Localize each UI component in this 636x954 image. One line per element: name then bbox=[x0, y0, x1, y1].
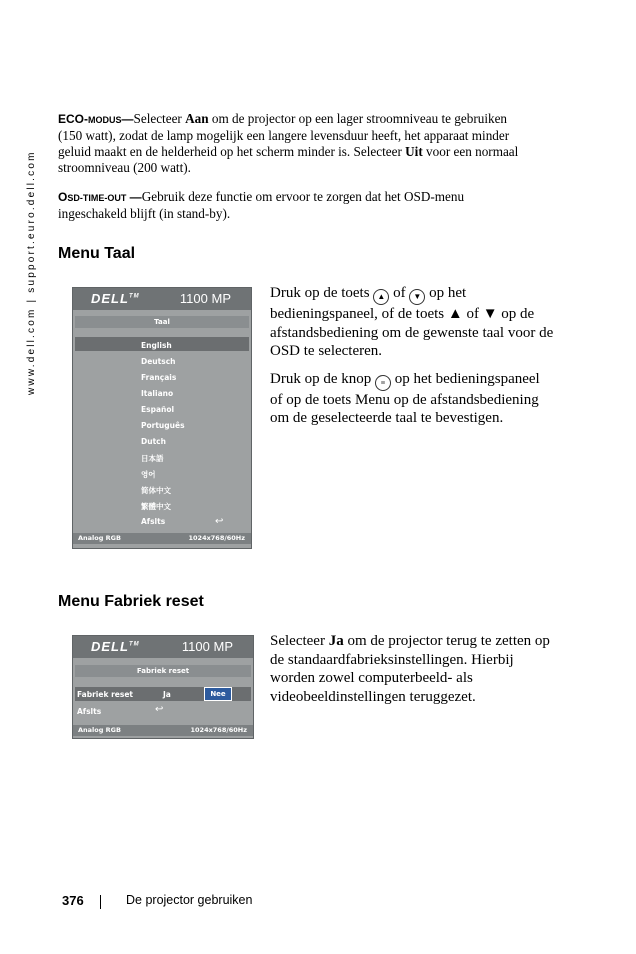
menu-reset-heading: Menu Fabriek reset bbox=[58, 593, 204, 610]
footer-chapter-title: De projector gebruiken bbox=[126, 893, 253, 907]
osd-timeout-label: OSD-TIME-OUT — bbox=[58, 190, 142, 204]
reset-no-option: Nee bbox=[204, 687, 232, 701]
menu-taal-heading: Menu Taal bbox=[58, 245, 136, 262]
osd-taal-screenshot bbox=[72, 287, 252, 549]
eco-paragraph: ECO-MODUS—Selecteer Aan om de projector op een lager stroomniveau te gebruiken (150 watt), zodat de lamp mogelijk een langere levensduur heeft, het apparaat minder geluid maakt en de helderheid op het scherm minder is. Selecteer Uit voor een normaal stroomniveau (200 watt). bbox=[58, 111, 519, 175]
menu-button-icon: ≡ bbox=[375, 375, 391, 391]
language-option: 简体中文 bbox=[141, 486, 171, 495]
language-option: 日本語 bbox=[141, 454, 164, 463]
language-option: Dutch bbox=[141, 437, 166, 446]
menu-taal-para2: Druk op de knop ≡ op het bedieningspaneel of op de toets Menu op de afstandsbediening om de geselecteerde taal te bevestigen. bbox=[270, 370, 540, 426]
sidebar-url-text: www.dell.com | support.euro.dell.com bbox=[26, 150, 37, 395]
osd-title-bar: Taal bbox=[75, 316, 249, 328]
language-option: Français bbox=[141, 373, 177, 382]
osd-footer bbox=[73, 533, 251, 544]
exit-arrow-icon: ↩ bbox=[215, 516, 224, 527]
language-option: Deutsch bbox=[141, 357, 176, 366]
language-option: English bbox=[141, 341, 172, 350]
language-option: Afslts bbox=[141, 517, 166, 526]
reset-row-label: Fabriek reset bbox=[77, 690, 133, 699]
menu-reset-text bbox=[270, 632, 555, 715]
language-option: Italiano bbox=[141, 389, 174, 398]
footer-source: Analog RGB bbox=[78, 726, 121, 734]
page-number: 376 bbox=[62, 893, 84, 908]
menu-taal-para1: Druk op de toets ▲ of ▼ op het bedieningspaneel, of de toets ▲ of ▼ op de afstandsbediening om de gewenste taal voor de OSD te selecteren. bbox=[270, 285, 554, 359]
reset-exit-label: Afslts bbox=[77, 707, 102, 716]
osd-header bbox=[73, 288, 251, 310]
osd-footer bbox=[73, 725, 253, 736]
language-option: 繁體中文 bbox=[141, 502, 171, 511]
footer-resolution: 1024x768/60Hz bbox=[188, 534, 245, 542]
footer-divider bbox=[100, 895, 101, 909]
exit-arrow-icon: ↩ bbox=[155, 704, 164, 715]
language-option: Português bbox=[141, 421, 185, 430]
footer-source: Analog RGB bbox=[78, 534, 121, 542]
osd-model: 1100 MP bbox=[179, 291, 231, 306]
osd-model: 1100 MP bbox=[181, 639, 233, 654]
menu-reset-para: Selecteer Ja om de projector terug te zetten op de standaardfabrieksinstellingen. Hierbij worden zowel computerbeeld- als videobeeldinstellingen teruggezet. bbox=[270, 633, 550, 705]
eco-label: ECO-MODUS— bbox=[58, 112, 134, 126]
osd-timeout-paragraph: OSD-TIME-OUT —Gebruik deze functie om ervoor te zorgen dat het OSD-menu ingeschakeld blijft (in stand-by). bbox=[58, 189, 465, 221]
up-button-icon: ▲ bbox=[373, 289, 389, 305]
dell-logo: DELL™ bbox=[91, 291, 140, 306]
dell-logo: DELL™ bbox=[91, 639, 140, 654]
down-button-icon: ▼ bbox=[409, 289, 425, 305]
sidebar-url bbox=[24, 90, 44, 400]
language-option: 영어 bbox=[141, 470, 156, 479]
footer-resolution: 1024x768/60Hz bbox=[190, 726, 247, 734]
osd-reset-screenshot bbox=[72, 635, 254, 739]
osd-title-bar: Fabriek reset bbox=[75, 665, 251, 677]
language-option: Español bbox=[141, 405, 175, 414]
reset-yes-option: Ja bbox=[163, 690, 171, 699]
osd-header bbox=[73, 636, 253, 658]
menu-taal-text bbox=[270, 284, 555, 437]
